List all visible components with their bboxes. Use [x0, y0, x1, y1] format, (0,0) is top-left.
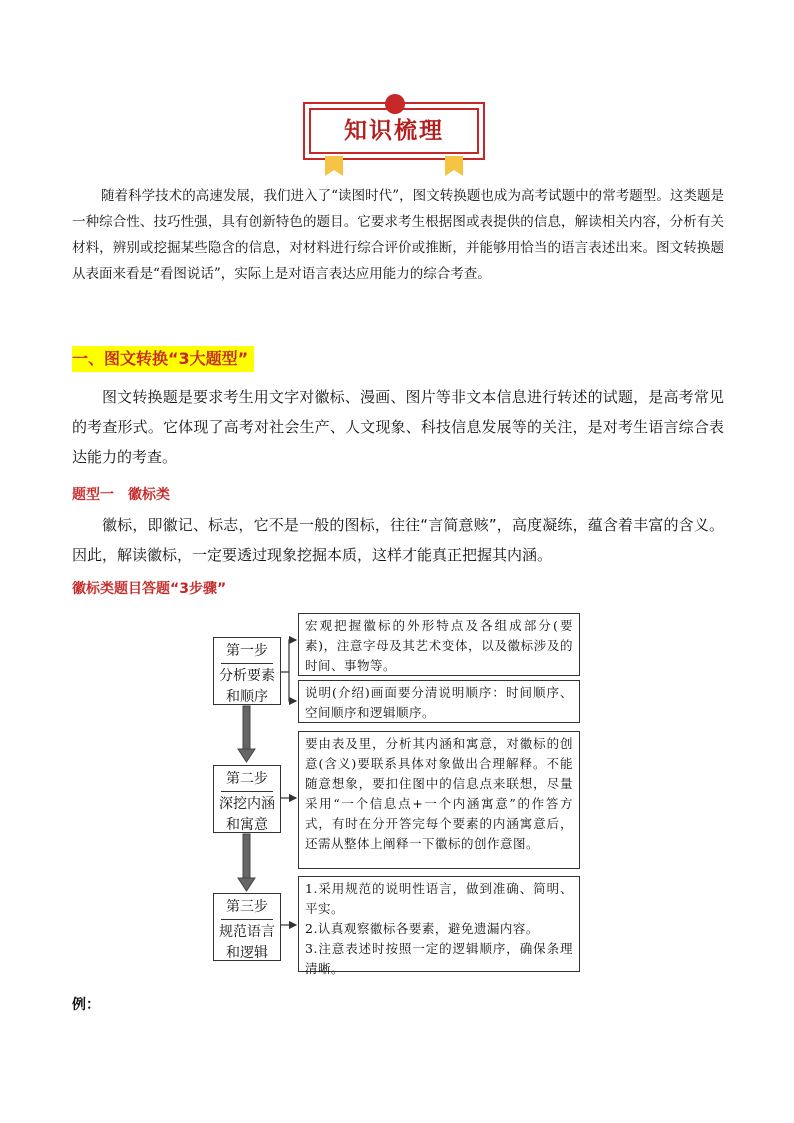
section-paragraph: 图文转换题是要求考生用文字对徽标、漫画、图片等非文本信息进行转述的试题，是高考常见的考查形式。它体现了高考对社会生产、人文现象、科技信息发展等的关注，是对考生语言综合表达能力的考查。 — [72, 388, 724, 466]
step-label: 第三步 — [221, 897, 273, 920]
step-name: 分析要素和顺序 — [219, 668, 275, 705]
step-name: 深挖内涵和寓意 — [219, 796, 275, 833]
down-arrow-icon — [238, 706, 255, 762]
type-paragraph: 徽标，即徽记、标志，它不是一般的图标，往往“言简意赅”，高度凝练，蕴含着丰富的含义。因此，解读徽标，一定要透过现象挖掘本质，这样才能真正把握其内涵。 — [72, 516, 724, 564]
flow-note-3: 要由表及里，分析其内涵和寓意，对徽标的创意(含义)要联系具体对象做出合理解释。不能随意想象，要扣住图中的信息点来联想，尽量采用“一个信息点+一个内涵寓意”的作答方式，有时在分开答完每个要素的内涵寓意后，还需从整体上阐释一下徽标的创作意图。 — [298, 731, 580, 869]
flow-note-4: 1.采用规范的说明性语言，做到准确、简明、平实。 2.认真观察徽标各要素，避免遗漏内容。 3.注意表述时按照一定的逻辑顺序，确保条理清晰。 — [298, 876, 580, 972]
down-arrow-icon — [238, 834, 255, 891]
intro-paragraph: 随着科学技术的高速发展，我们进入了“读图时代”，图文转换题也成为高考试题中的常考题型。这类题是一种综合性、技巧性强，具有创新特色的题目。它要求考生根据图或表提供的信息，解读相关内容，分析有关材料，辨别或挖掘某些隐含的信息，对材料进行综合评价或推断，并能够用恰当的语言表述出来。图文转换题从表面来看是“看图说话”，实际上是对语言表达应用能力的综合考查。 — [72, 188, 724, 282]
flow-note-1: 宏观把握徽标的外形特点及各组成部分(要素)，注意字母及其艺术变体，以及徽标涉及的时间、事物等。 — [298, 613, 580, 676]
step-name: 规范语言和逻辑 — [219, 924, 275, 961]
steps-heading: 徽标类题目答题“3步骤” — [72, 581, 227, 597]
section-heading: 一、图文转换“3大题型” — [72, 346, 254, 372]
example-label: 例： — [72, 997, 100, 1013]
flow-step-1 — [213, 637, 281, 705]
step-label: 第一步 — [221, 641, 273, 664]
connector-step1 — [281, 640, 296, 701]
flow-step-3 — [213, 893, 281, 961]
badge-title: 知识梳理 — [344, 118, 444, 144]
step-label: 第二步 — [221, 769, 273, 792]
flow-note-2: 说明(介绍)画面要分清说明顺序：时间顺序、空间顺序和逻辑顺序。 — [298, 680, 580, 723]
type-heading: 题型一 徽标类 — [72, 487, 170, 503]
flow-step-2 — [213, 765, 281, 833]
